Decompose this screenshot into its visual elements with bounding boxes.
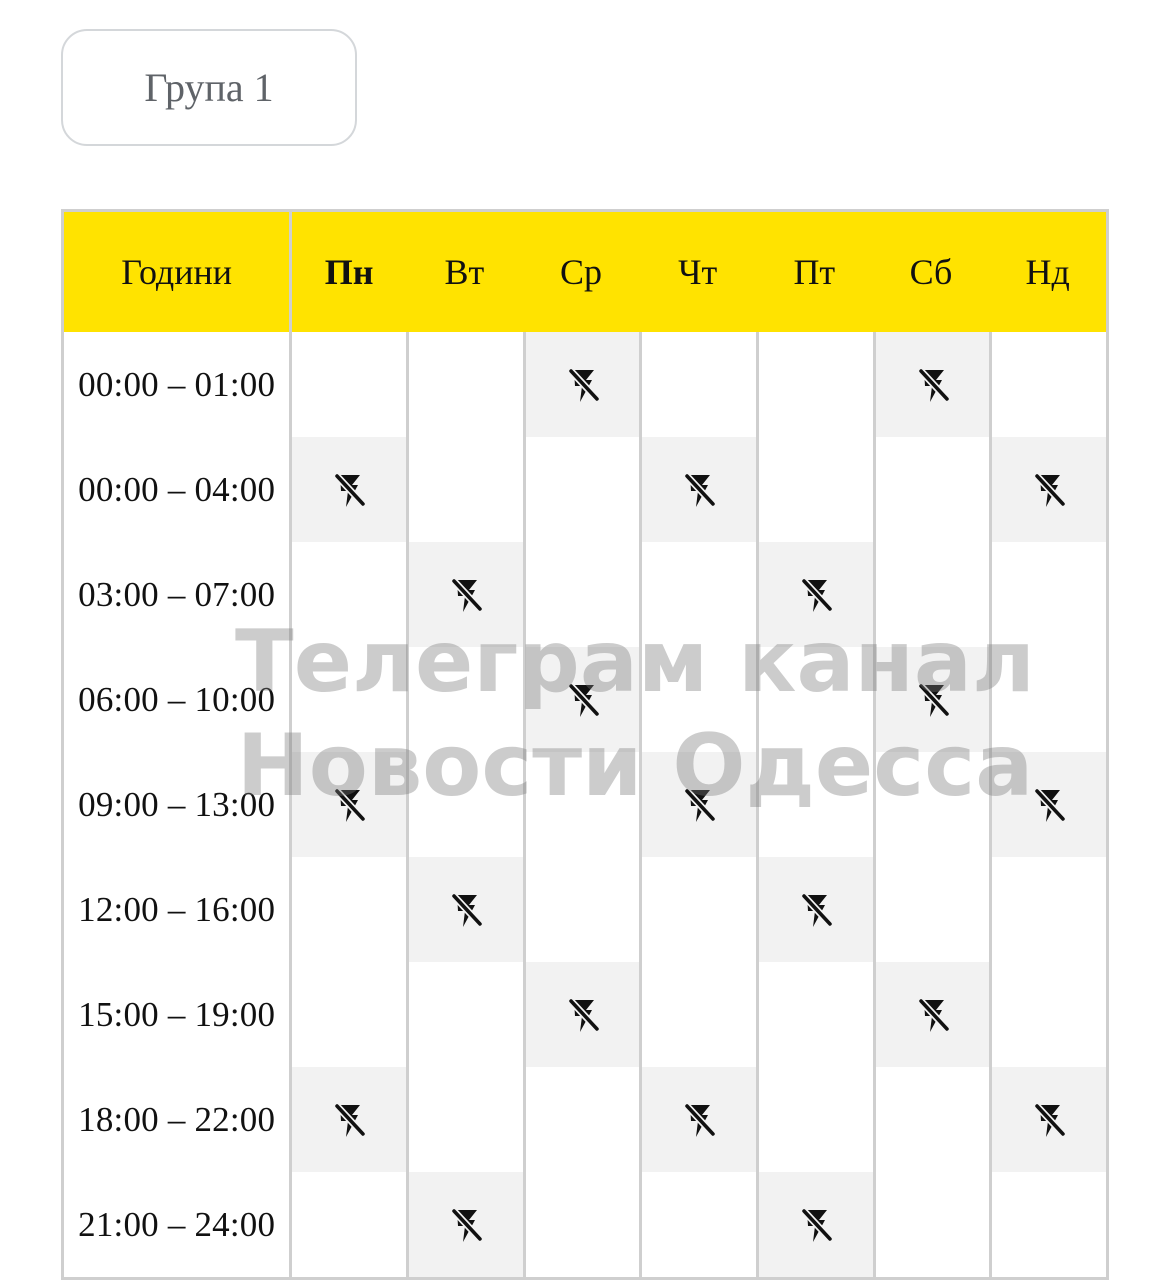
schedule-cell-fri <box>756 1067 873 1172</box>
schedule-cell-mon <box>289 437 406 542</box>
schedule-cell-wed <box>523 332 640 437</box>
power-outage-icon <box>327 468 371 512</box>
schedule-cell-sat <box>873 962 990 1067</box>
table-row <box>64 857 1106 962</box>
power-outage-icon <box>677 783 721 827</box>
schedule-cell-fri <box>756 857 873 962</box>
power-outage-icon <box>911 678 955 722</box>
schedule-cell-fri <box>756 332 873 437</box>
table-row <box>64 962 1106 1067</box>
schedule-cell-fri <box>756 962 873 1067</box>
schedule-cell-fri <box>756 647 873 752</box>
schedule-cell-sat <box>873 1172 990 1277</box>
power-outage-icon <box>911 993 955 1037</box>
schedule-cell-fri <box>756 752 873 857</box>
schedule-cell-sun <box>989 1067 1106 1172</box>
schedule-cell-tue <box>406 962 523 1067</box>
schedule-cell-mon <box>289 647 406 752</box>
schedule-cell-thu <box>639 437 756 542</box>
power-outage-icon <box>1027 783 1071 827</box>
schedule-cell-wed <box>523 1067 640 1172</box>
power-outage-icon <box>327 783 371 827</box>
schedule-cell-thu <box>639 857 756 962</box>
schedule-cell-wed <box>523 647 640 752</box>
power-outage-icon <box>794 888 838 932</box>
schedule-cell-tue <box>406 752 523 857</box>
day-header-sat: Сб <box>909 252 953 292</box>
schedule-cell-sat <box>873 1067 990 1172</box>
schedule-cell-sat <box>873 542 990 647</box>
schedule-cell-sun <box>989 647 1106 752</box>
schedule-cell-mon <box>289 1172 406 1277</box>
time-slot-label: 12:00 – 16:00 <box>78 889 276 929</box>
table-row <box>64 332 1106 437</box>
schedule-cell-sat <box>873 752 990 857</box>
power-outage-icon <box>327 1098 371 1142</box>
schedule-cell-sat <box>873 857 990 962</box>
time-slot-label: 09:00 – 13:00 <box>78 784 276 824</box>
schedule-cell-fri <box>756 1172 873 1277</box>
power-outage-icon <box>1027 1098 1071 1142</box>
schedule-cell-mon <box>289 752 406 857</box>
schedule-cell-sat <box>873 332 990 437</box>
table-row <box>64 1067 1106 1172</box>
schedule-cell-thu <box>639 752 756 857</box>
schedule-cell-tue <box>406 1067 523 1172</box>
power-outage-icon <box>677 468 721 512</box>
schedule-cell-tue <box>406 332 523 437</box>
schedule-cell-mon <box>289 332 406 437</box>
schedule-cell-thu <box>639 647 756 752</box>
day-header-tue: Вт <box>444 252 485 292</box>
schedule-cell-mon <box>289 962 406 1067</box>
schedule-cell-sun <box>989 542 1106 647</box>
time-slot-label: 18:00 – 22:00 <box>78 1099 276 1139</box>
power-outage-icon <box>794 1203 838 1247</box>
power-outage-icon <box>444 573 488 617</box>
schedule-cell-fri <box>756 437 873 542</box>
schedule-cell-thu <box>639 1067 756 1172</box>
power-outage-icon <box>794 573 838 617</box>
day-header-thu: Чт <box>678 252 718 292</box>
table-row <box>64 542 1106 647</box>
group-button-label: Група 1 <box>144 65 274 110</box>
table-row <box>64 437 1106 542</box>
schedule-cell-mon <box>289 857 406 962</box>
day-header-mon: Пн <box>289 212 406 332</box>
schedule-cell-mon <box>289 1067 406 1172</box>
power-outage-icon <box>677 1098 721 1142</box>
schedule-cell-wed <box>523 962 640 1067</box>
power-outage-icon <box>561 363 605 407</box>
time-slot-label: 00:00 – 01:00 <box>78 364 276 404</box>
power-outage-icon <box>444 888 488 932</box>
day-header-sun: Нд <box>1025 252 1070 292</box>
schedule-cell-tue <box>406 647 523 752</box>
power-outage-icon <box>561 678 605 722</box>
table-header-row <box>64 212 1106 332</box>
schedule-cell-sun <box>989 752 1106 857</box>
schedule-cell-fri <box>756 542 873 647</box>
schedule-cell-sun <box>989 857 1106 962</box>
schedule-cell-wed <box>523 437 640 542</box>
schedule-cell-wed <box>523 857 640 962</box>
schedule-cell-mon <box>289 542 406 647</box>
table-body <box>64 332 1106 1277</box>
group-1-button[interactable] <box>61 29 357 146</box>
schedule-cell-sun <box>989 1172 1106 1277</box>
schedule-cell-tue <box>406 857 523 962</box>
schedule-cell-sun <box>989 962 1106 1067</box>
schedule-cell-sat <box>873 437 990 542</box>
schedule-cell-sun <box>989 332 1106 437</box>
schedule-cell-wed <box>523 1172 640 1277</box>
time-slot-label: 00:00 – 04:00 <box>78 469 276 509</box>
schedule-cell-sun <box>989 437 1106 542</box>
power-outage-icon <box>561 993 605 1037</box>
power-outage-icon <box>1027 468 1071 512</box>
schedule-cell-tue <box>406 437 523 542</box>
hours-column-header: Години <box>121 252 233 292</box>
schedule-cell-sat <box>873 647 990 752</box>
schedule-cell-thu <box>639 962 756 1067</box>
schedule-cell-wed <box>523 542 640 647</box>
watermark-line-1: Телеграм канал <box>235 612 1035 712</box>
day-header-wed: Ср <box>559 252 602 292</box>
schedule-cell-thu <box>639 542 756 647</box>
schedule-cell-wed <box>523 752 640 857</box>
table-row <box>64 752 1106 857</box>
schedule-cell-tue <box>406 1172 523 1277</box>
time-slot-label: 06:00 – 10:00 <box>78 679 276 719</box>
time-slot-label: 21:00 – 24:00 <box>78 1204 276 1244</box>
time-slot-label: 03:00 – 07:00 <box>78 574 276 614</box>
schedule-cell-thu <box>639 1172 756 1277</box>
outage-schedule-table <box>61 209 1109 1280</box>
schedule-cell-thu <box>639 332 756 437</box>
time-slot-label: 15:00 – 19:00 <box>78 994 276 1034</box>
day-header-fri: Пт <box>793 252 836 292</box>
table-row <box>64 1172 1106 1277</box>
schedule-cell-tue <box>406 542 523 647</box>
power-outage-icon <box>911 363 955 407</box>
watermark-line-2: Новости Одесса <box>236 716 1034 816</box>
power-outage-icon <box>444 1203 488 1247</box>
table-row <box>64 647 1106 752</box>
